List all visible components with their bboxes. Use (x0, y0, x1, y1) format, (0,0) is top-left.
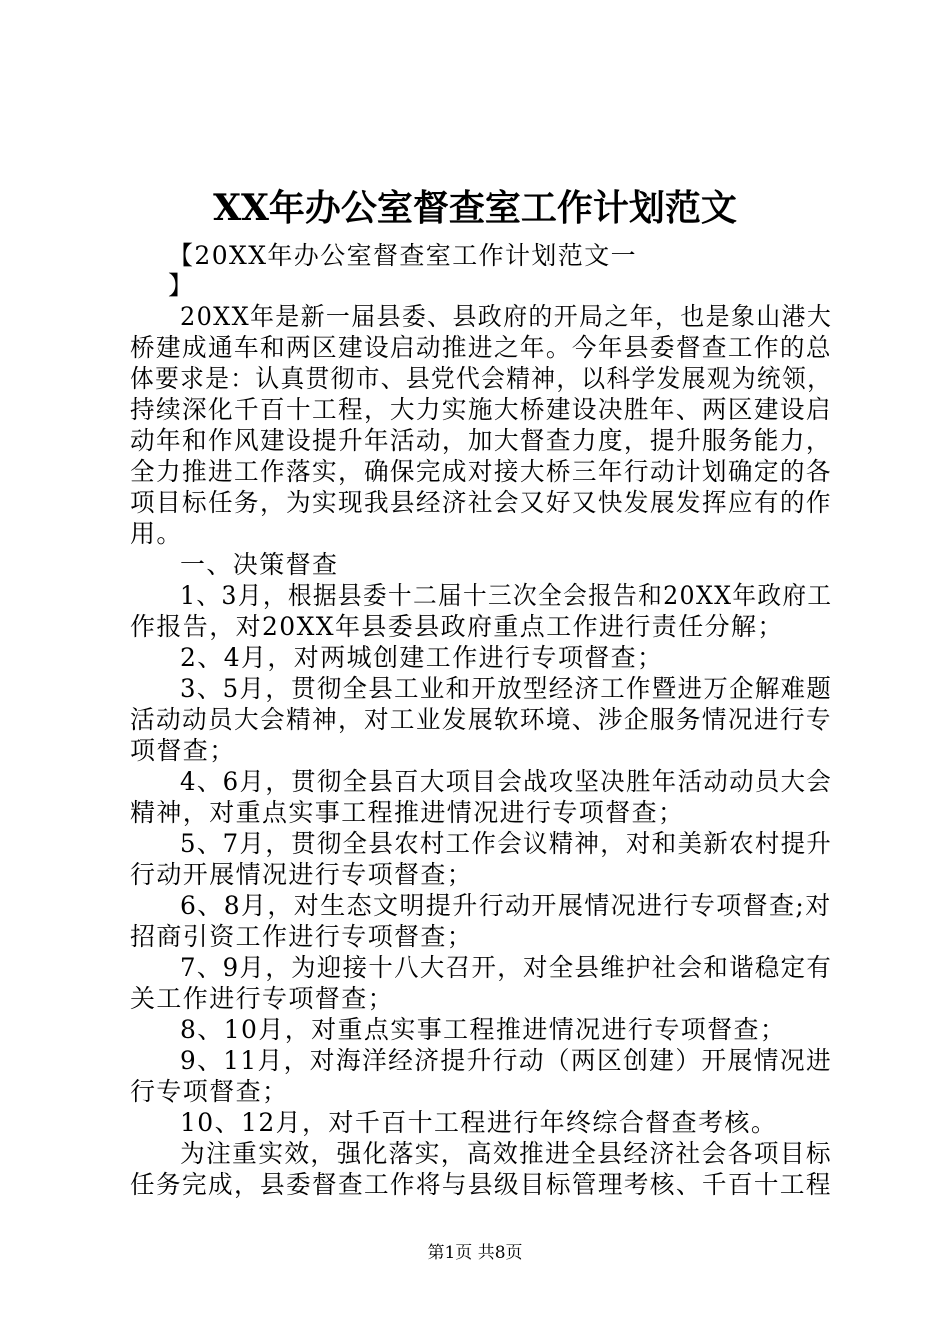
section-heading: 一、决策督查 (180, 550, 339, 579)
text-line: 精神，对重点实事工程推进情况进行专项督查； (130, 798, 685, 827)
text-line: 5、7月，贯彻全县农村工作会议精神，对和美新农村提升 (180, 829, 833, 858)
text-line: 任务完成，县委督查工作将与县级目标管理考核、千百十工程 (130, 1170, 832, 1199)
text-line: 桥建成通车和两区建设启动推进之年。今年县委督查工作的总 (130, 333, 832, 362)
text-line: 为注重实效，强化落实，高效推进全县经济社会各项目标 (180, 1139, 833, 1168)
text-line: 10、12月，对千百十工程进行年终综合督查考核。 (180, 1108, 778, 1137)
text-line: 8、10月，对重点实事工程推进情况进行专项督查； (180, 1015, 787, 1044)
text-line: 项目标任务，为实现我县经济社会又好又快发展发挥应有的作 (130, 488, 832, 517)
text-line: 6、8月，对生态文明提升行动开展情况进行专项督查;对 (180, 891, 832, 920)
text-line: 全力推进工作落实，确保完成对接大桥三年行动计划确定的各 (130, 457, 832, 486)
text-line: 持续深化千百十工程，大力实施大桥建设决胜年、两区建设启 (130, 395, 832, 424)
text-line: 4、6月，贯彻全县百大项目会战攻坚决胜年活动动员大会 (180, 767, 833, 796)
text-line: 3、5月，贯彻全县工业和开放型经济工作暨进万企解难题 (180, 674, 833, 703)
text-line: 20XX年是新一届县委、县政府的开局之年，也是象山港大 (180, 302, 833, 331)
text-line: 行动开展情况进行专项督查； (130, 860, 474, 889)
document-title: XX年办公室督查室工作计划范文 (213, 187, 737, 229)
text-line: 行专项督查； (130, 1077, 289, 1106)
text-line: 活动动员大会精神，对工业发展软环境、涉企服务情况进行专 (130, 705, 832, 734)
text-line: 2、4月，对两城创建工作进行专项督查； (180, 643, 664, 672)
text-line: 1、3月，根据县委十二届十三次全会报告和20XX年政府工 (180, 581, 833, 610)
text-line: 9、11月，对海洋经济提升行动（两区创建）开展情况进 (180, 1046, 833, 1075)
text-line: 招商引资工作进行专项督查； (130, 922, 474, 951)
text-line: 体要求是：认真贯彻市、县党代会精神，以科学发展观为统领， (130, 364, 833, 393)
text-line: 】 (168, 271, 195, 300)
text-line: 【20XX年办公室督查室工作计划范文一 (168, 241, 638, 270)
page-number: 第1页 共8页 (427, 1243, 523, 1263)
text-line: 用。 (130, 519, 183, 548)
text-line: 作报告，对20XX年县委县政府重点工作进行责任分解； (130, 612, 784, 641)
text-line: 动年和作风建设提升年活动，加大督查力度，提升服务能力， (130, 426, 832, 455)
text-line: 关工作进行专项督查； (130, 984, 395, 1013)
text-line: 7、9月，为迎接十八大召开，对全县维护社会和谐稳定有 (180, 953, 833, 982)
text-line: 项督查； (130, 736, 236, 765)
